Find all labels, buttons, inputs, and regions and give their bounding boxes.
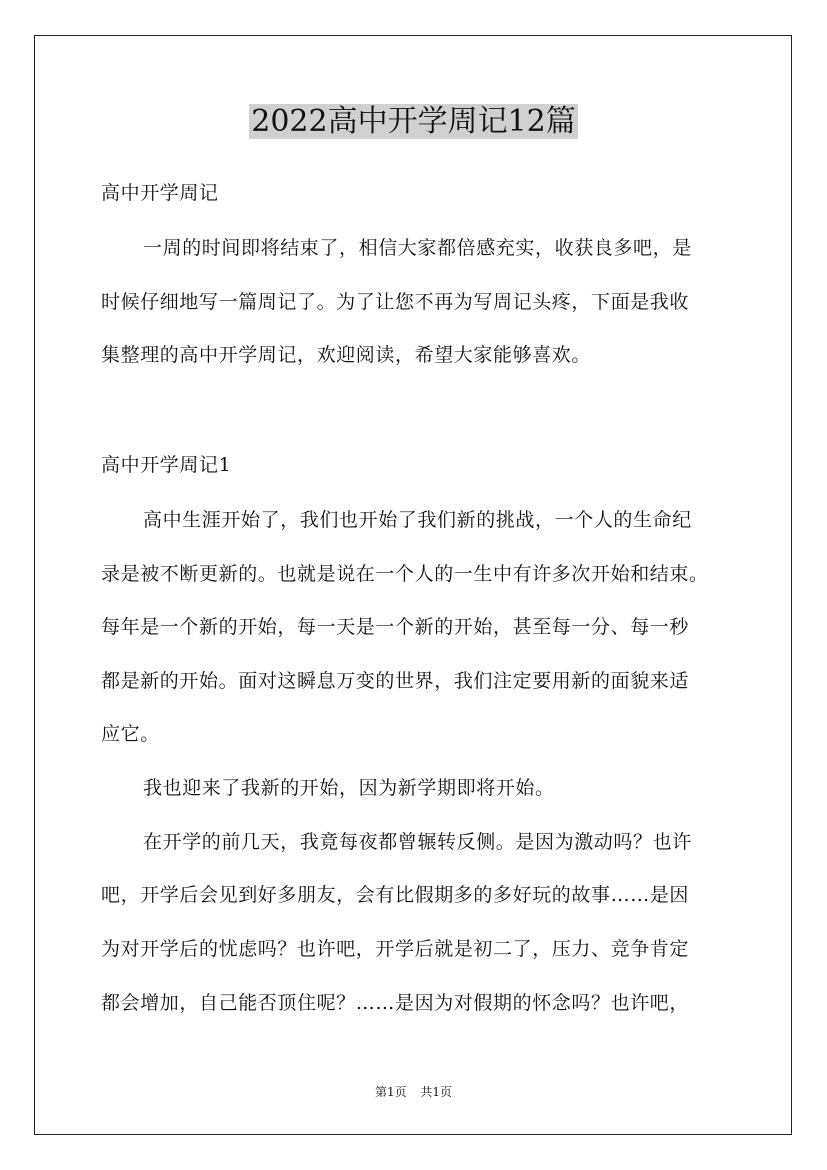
paragraph-line: 都会增加，自己能否顶住呢？……是因为对假期的怀念吗？也许吧， <box>101 992 690 1014</box>
page-footer <box>0 1082 827 1102</box>
paragraph-line: 为对开学后的忧虑吗？也许吧，开学后就是初二了，压力、竞争肯定 <box>101 938 690 960</box>
intro-line: 时候仔细地写一篇周记了。为了让您不再为写周记头疼，下面是我收 <box>101 291 690 313</box>
paragraph-line: 吧，开学后会见到好多朋友，会有比假期多的多好玩的故事……是因 <box>101 884 690 906</box>
page-total: 共1页 <box>420 1085 453 1099</box>
paragraph-line: 应它。 <box>101 723 160 745</box>
page-number: 第1页 <box>374 1085 407 1099</box>
intro-line: 一周的时间即将结束了，相信大家都倍感充实，收获良多吧，是 <box>143 237 692 259</box>
paragraph-line: 录是被不断更新的。也就是说在一个人的一生中有许多次开始和结束。 <box>101 563 709 585</box>
paragraph-line: 在开学的前几天，我竟每夜都曾辗转反侧。是因为激动吗？也许 <box>143 831 692 853</box>
paragraph-line: 高中生涯开始了，我们也开始了我们新的挑战，一个人的生命纪 <box>143 509 692 531</box>
document-title <box>0 100 827 144</box>
intro-line: 集整理的高中开学周记，欢迎阅读，希望大家能够喜欢。 <box>101 344 592 366</box>
paragraph-line: 我也迎来了我新的开始，因为新学期即将开始。 <box>143 777 555 799</box>
section-heading: 高中开学周记1 <box>101 454 232 476</box>
paragraph-line: 都是新的开始。面对这瞬息万变的世界，我们注定要用新的面貌来适 <box>101 670 690 692</box>
paragraph-line: 每年是一个新的开始，每一天是一个新的开始，甚至每一分、每一秒 <box>101 616 690 638</box>
intro-heading: 高中开学周记 <box>101 182 219 204</box>
document-title-text: 2022高中开学周记12篇 <box>251 104 576 139</box>
